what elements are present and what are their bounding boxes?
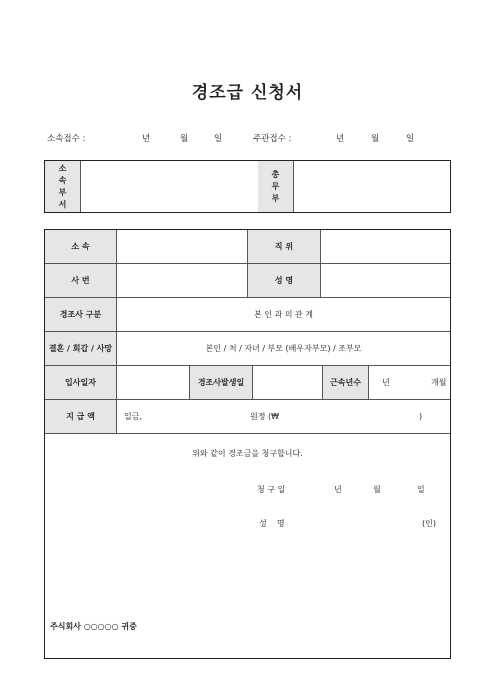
application-form-table bbox=[44, 229, 451, 659]
recipient-company: 주식회사 ○○○○○ 귀중 bbox=[50, 621, 137, 631]
event-date-field[interactable] bbox=[253, 366, 323, 399]
page-title: 경조급 신청서 bbox=[191, 83, 304, 103]
claimant-name-label: 성 명 bbox=[259, 518, 285, 528]
main-receipt-year: 년 bbox=[336, 134, 345, 144]
dept-char: 부 bbox=[58, 187, 67, 197]
relation-header: 본 인 과 의 관 계 bbox=[253, 310, 314, 319]
row-event-sub bbox=[45, 332, 450, 366]
claim-date-day[interactable]: 일 bbox=[417, 484, 425, 494]
event-sub-label: 결혼 / 회갑 / 사망 bbox=[45, 332, 117, 365]
row-payment bbox=[45, 400, 450, 434]
name-label: 성 명 bbox=[248, 264, 321, 297]
general-char: 무 bbox=[271, 181, 280, 191]
affiliation-field[interactable] bbox=[117, 230, 248, 263]
main-receipt-month: 월 bbox=[371, 134, 380, 144]
amount-close: ) bbox=[419, 412, 423, 421]
amount-prefix: 일금, bbox=[124, 412, 142, 421]
row-employee-no bbox=[45, 264, 450, 298]
relations-options[interactable]: 본인 / 처 / 자녀 / 부모 (배우자부모) / 조부모 bbox=[205, 344, 362, 353]
tenure-year-unit: 년 bbox=[382, 378, 390, 387]
tenure-label: 근속년수 bbox=[323, 366, 369, 399]
tenure-month-unit: 개월 bbox=[431, 378, 447, 387]
employee-no-label: 사 번 bbox=[45, 264, 117, 297]
employee-no-field[interactable] bbox=[117, 264, 248, 297]
position-field[interactable] bbox=[321, 230, 450, 263]
general-approval-field[interactable] bbox=[294, 161, 450, 212]
dept-receipt-year: 년 bbox=[142, 134, 151, 144]
dept-receipt-month: 월 bbox=[180, 134, 189, 144]
claim-date-label: 청 구 일 bbox=[257, 484, 286, 494]
dept-char: 소 bbox=[58, 163, 67, 173]
claim-date-year[interactable]: 년 bbox=[334, 484, 342, 494]
position-label: 직 위 bbox=[248, 230, 321, 263]
dept-section-label bbox=[45, 161, 81, 212]
row-affiliation bbox=[45, 230, 450, 264]
event-date-label: 경조사발생일 bbox=[190, 366, 253, 399]
join-date-label: 입사일자 bbox=[45, 366, 117, 399]
row-dates bbox=[45, 366, 450, 400]
claim-date-month[interactable]: 월 bbox=[373, 484, 381, 494]
seal-mark[interactable]: (인) bbox=[422, 518, 436, 528]
dept-char: 서 bbox=[58, 199, 67, 209]
name-field[interactable] bbox=[321, 264, 450, 297]
payment-label: 지 급 액 bbox=[45, 400, 117, 433]
amount-won: 원정 (₩ bbox=[250, 412, 280, 421]
general-char: 총 bbox=[271, 169, 280, 179]
payment-field[interactable] bbox=[117, 400, 450, 433]
tenure-field[interactable] bbox=[369, 366, 450, 399]
main-receipt-label: 주관접수 : bbox=[253, 134, 292, 144]
dept-receipt-day: 일 bbox=[214, 134, 223, 144]
dept-receipt-label: 소속접수 : bbox=[47, 134, 86, 144]
main-receipt-day: 일 bbox=[406, 134, 415, 144]
approval-table bbox=[44, 160, 451, 213]
general-char: 부 bbox=[271, 193, 280, 203]
row-event-type bbox=[45, 298, 450, 332]
general-affairs-label bbox=[258, 161, 294, 212]
claim-statement: 위와 같이 경조금을 청구합니다. bbox=[192, 448, 303, 458]
affiliation-label: 소 속 bbox=[45, 230, 117, 263]
event-type-label: 경조사 구분 bbox=[45, 298, 117, 331]
dept-char: 속 bbox=[58, 175, 67, 185]
join-date-field[interactable] bbox=[117, 366, 190, 399]
